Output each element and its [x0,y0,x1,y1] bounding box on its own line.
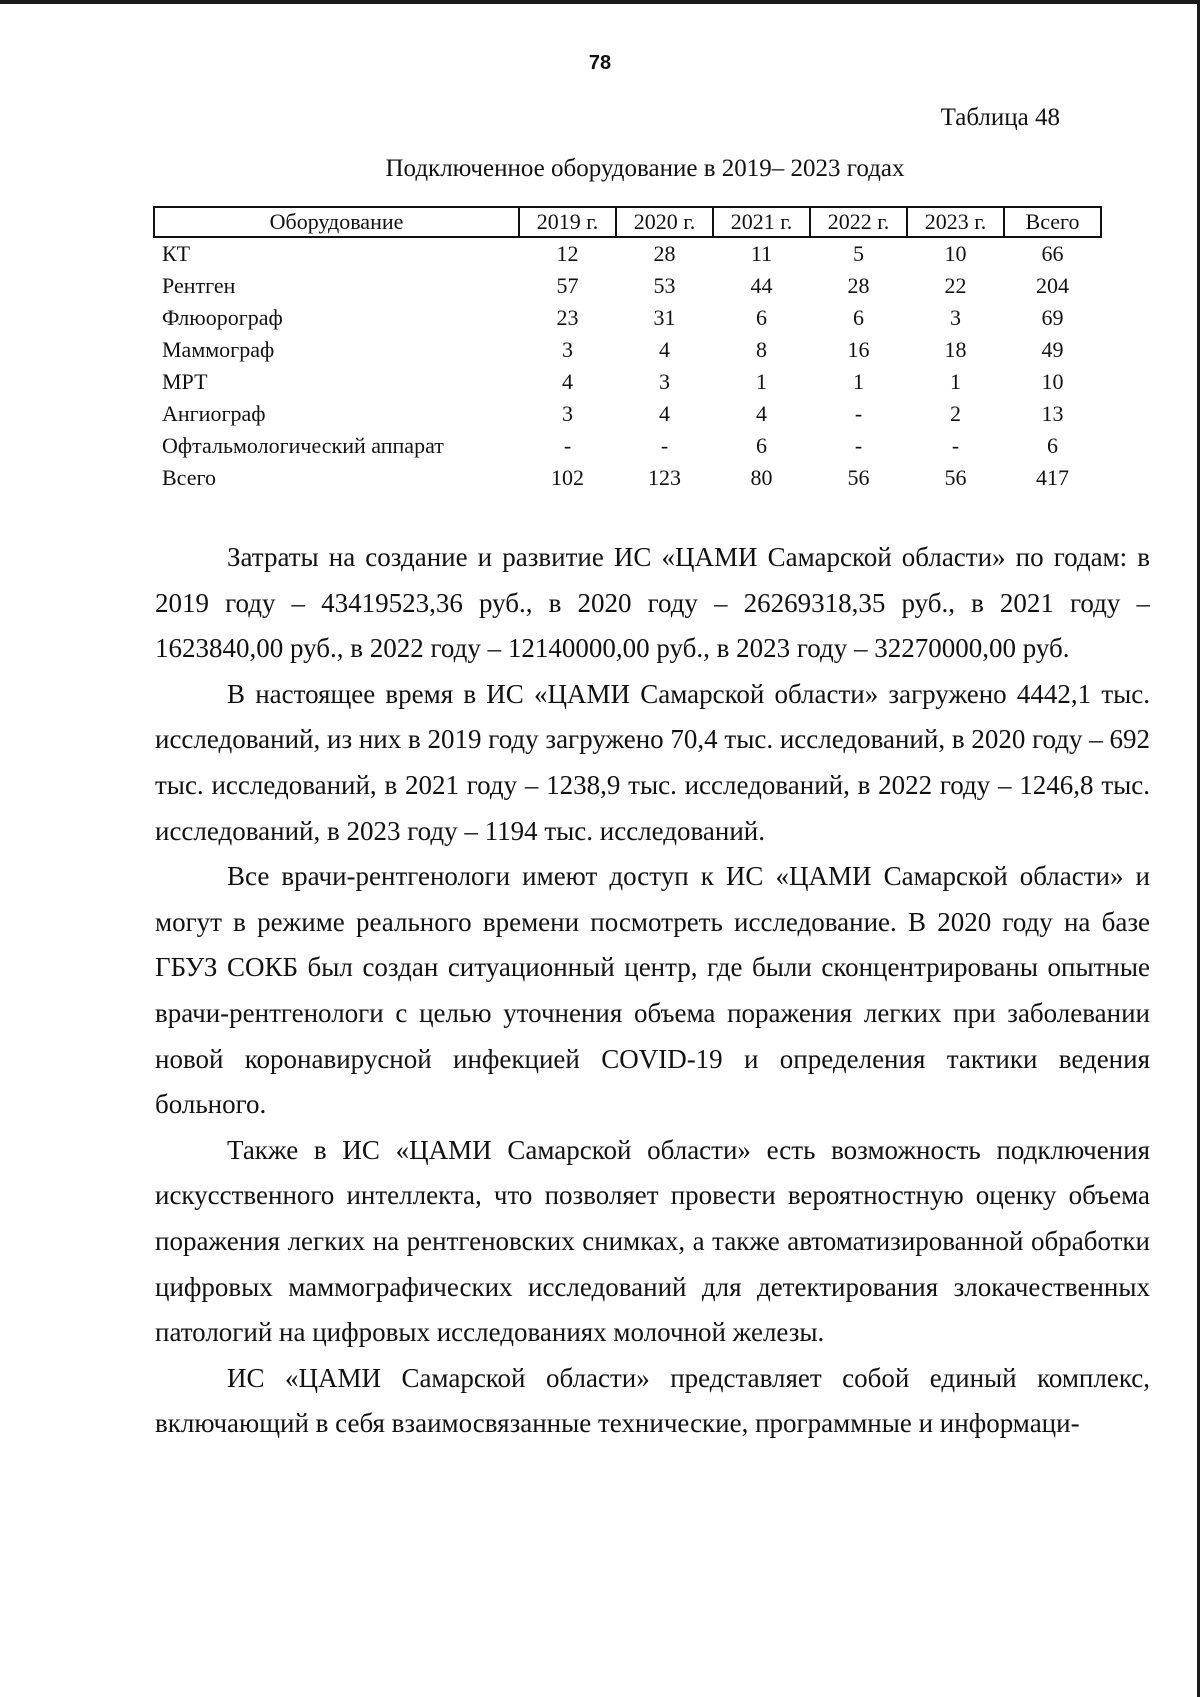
column-header: 2023 г. [907,207,1004,237]
table-row [154,302,1101,334]
paragraph-ai: Также в ИС «ЦАМИ Самарской области» есть возможность подключения искусственного интеллекта, что позволяет провести вероятностную оценку объема поражения легких на рентгеновских снимках, а также автоматизированной обработки цифровых маммографических исследований для детектирования злокачественных патологий на цифровых исследованиях молочной железы. [155,1134,1150,1348]
table-cell: 1 [853,369,864,394]
table-cell: 6 [853,305,864,330]
column-header: 2022 г. [810,207,907,237]
table-cell: 22 [944,273,967,298]
table-cell: 66 [1041,241,1064,266]
page-number: 78 [588,52,612,74]
table-header-row [154,207,1101,237]
table-cell: 12 [556,241,579,266]
table-cell: 53 [653,273,676,298]
table-cell: 3 [659,369,670,394]
table-cell: - [854,433,863,458]
table-cell: - [660,433,669,458]
column-header: 2021 г. [713,207,810,237]
table-cell: 57 [556,273,579,298]
table-cell: 31 [653,305,676,330]
table-cell: 28 [847,273,870,298]
table-cell: 123 [648,465,681,490]
table-cell: - [563,433,572,458]
table-title: Подключенное оборудование в 2019– 2023 годах [385,155,905,182]
equipment-name: Маммограф [162,337,275,362]
table-cell: 204 [1036,273,1069,298]
table-cell: 49 [1041,337,1064,362]
table-cell: 10 [944,241,967,266]
equipment-table [153,206,1102,494]
column-header: Всего [1004,207,1101,237]
table-cell: 4 [659,337,670,362]
table-cell: 69 [1041,305,1064,330]
paragraph-costs: Затраты на создание и развитие ИС «ЦАМИ Самарской области» по годам: в 2019 году – 43419523,36 руб., в 2020 году – 26269318,35 руб., в 2021 году – 1623840,00 руб., в 2022 году – 12140000,00 руб., в 2023 году – 32270000,00 руб. [155,542,1150,664]
equipment-name: Флюорограф [162,305,283,330]
table-cell: 13 [1041,401,1064,426]
table-cell: 5 [853,241,864,266]
paragraph-radiologists: Все врачи-рентгенологи имеют доступ к ИС «ЦАМИ Самарской области» и могут в режиме реального времени посмотреть исследование. В 2020 году на базе ГБУЗ СОКБ был создан ситуационный центр, где были сконцентрированы опытные врачи-рентгенологи с целью уточнения объема поражения легких при заболевании новой коронавирусной инфекцией COVID-19 и определения тактики ведения больного. [155,861,1150,1120]
table-cell: 1 [756,369,767,394]
table-cell: 56 [847,465,870,490]
table-cell: 4 [659,401,670,426]
equipment-name: Рентген [162,273,236,298]
paragraph-complex: ИС «ЦАМИ Самарской области» представляет собой единый комплекс, включающий в себя взаимосвязанные технические, программные и информаци- [155,1362,1150,1439]
table-cell: 4 [756,401,767,426]
column-header: Оборудование [154,207,519,237]
table-cell: 23 [556,305,579,330]
table-cell: 28 [653,241,676,266]
table-row [154,334,1101,366]
table-cell: 4 [562,369,573,394]
table-cell: 1 [950,369,961,394]
table-cell: 16 [847,337,870,362]
table-cell: 80 [750,465,773,490]
paragraph-studies: В настоящее время в ИС «ЦАМИ Самарской области» загружено 4442,1 тыс. исследований, из них в 2019 году загружено 70,4 тыс. исследований, в 2020 году – 692 тыс. исследований, в 2021 году – 1238,9 тыс. исследований, в 2022 году – 1246,8 тыс. исследований, в 2023 году – 1194 тыс. исследований. [155,678,1150,846]
table-row [154,237,1101,270]
table-cell: 18 [944,337,967,362]
scan-border-top [0,0,1200,4]
table-cell: 56 [944,465,967,490]
table-cell: 11 [750,241,773,266]
table-cell: 2 [950,401,961,426]
table-cell: - [951,433,960,458]
equipment-name: Ангиограф [162,401,266,426]
table-cell: 6 [756,305,767,330]
table-row [154,398,1101,430]
table-cell: - [854,401,863,426]
table-cell: 3 [950,305,961,330]
equipment-name: Всего [162,465,216,490]
table-cell: 3 [562,401,573,426]
table-total-row [154,462,1101,494]
equipment-name: Офтальмологический аппарат [162,433,444,458]
equipment-name: МРТ [162,369,208,394]
table-cell: 417 [1036,465,1069,490]
column-header: 2020 г. [616,207,713,237]
table-cell: 44 [750,273,773,298]
table-row [154,430,1101,462]
table-cell: 102 [551,465,584,490]
equipment-name: КТ [162,241,191,266]
table-cell: 6 [1047,433,1058,458]
table-cell: 3 [562,337,573,362]
table-cell: 10 [1041,369,1064,394]
body-text [155,535,1150,1447]
table-cell: 8 [756,337,767,362]
table-cell: 6 [756,433,767,458]
table-label: Таблица 48 [940,104,1060,131]
column-header: 2019 г. [519,207,616,237]
table-row [154,366,1101,398]
table-row [154,270,1101,302]
